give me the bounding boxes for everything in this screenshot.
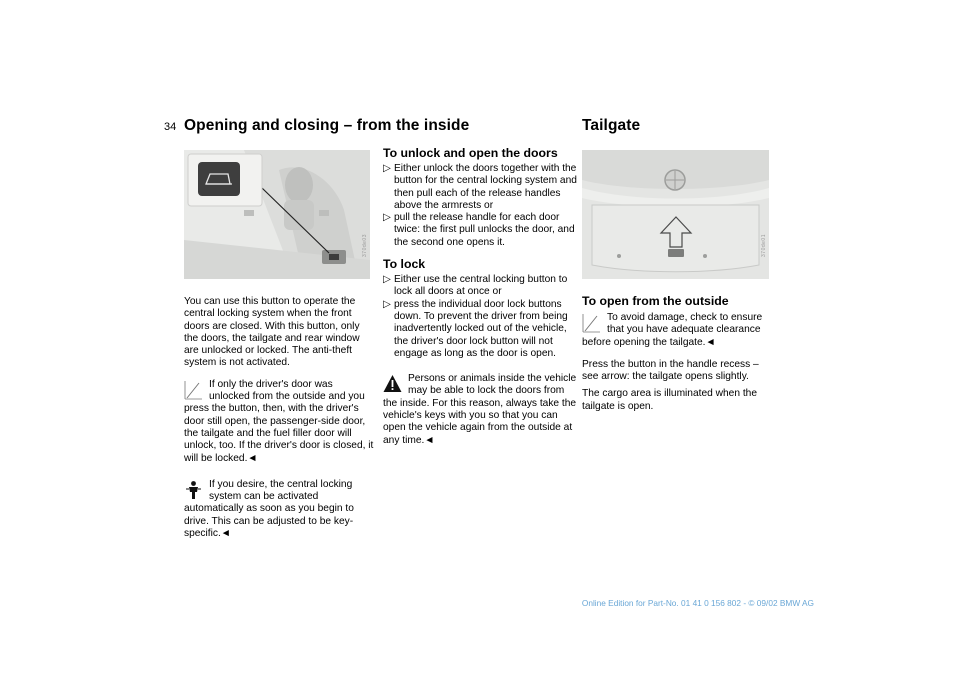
tailgate-illustration: [582, 150, 769, 279]
photo-code: 370de01: [761, 234, 767, 257]
triangle-bullet-icon: ▷: [383, 274, 391, 286]
lock-item: [383, 299, 577, 360]
press-button-paragraph: Press the button in the handle recess – see arrow: the tailgate opens slightly.: [582, 358, 759, 383]
photo-code: 370de03: [362, 234, 368, 257]
note-automatic-locking: [184, 479, 374, 540]
page-number: 34: [164, 121, 177, 133]
lock-item: [383, 274, 577, 299]
middle-column: [383, 146, 577, 447]
lock-heading: To lock: [383, 257, 426, 272]
person-info-icon: [184, 480, 203, 500]
note-text: If only the driver's door was unlocked from the outside and you press the button, then, with the driver's door still open, the passenger-side door, the tailgate and the fuel filler door will unlock, too. If the driver's door is closed, it will be locked.◄: [184, 378, 374, 464]
console-illustration: [184, 150, 370, 279]
warning-text: Persons or animals inside the vehicle may be able to lock the doors from the inside. For this reason, always take the vehicle's keys with you so that you can open the vehicle again from the outside at any time.◄: [383, 373, 577, 446]
open-outside-heading: To open from the outside: [582, 294, 729, 308]
triangle-bullet-icon: ▷: [383, 163, 391, 174]
note-text: If you desire, the central locking system can be activated automatically as soon as you begin to drive. This can be adjusted to be key-specific.◄: [184, 478, 354, 540]
unlock-item: [383, 163, 577, 212]
note-driver-door: [184, 379, 374, 465]
triangle-bullet-icon: ▷: [383, 212, 391, 224]
section-heading-tailgate: Tailgate: [582, 117, 641, 134]
unlock-heading: To unlock and open the doors: [383, 146, 558, 160]
lock-item-text: Either use the central locking button to lock all doors at once or: [394, 274, 568, 298]
intro-paragraph: You can use this button to operate the central locking system when the front doors are closed. With this button, only the doors, the tailgate and rear window are unlocked or locked. The anti-theft system is not activated.: [184, 296, 360, 369]
warning-triangle-icon: [383, 374, 402, 394]
right-column: [582, 294, 774, 418]
central-locking-button-photo: [184, 150, 370, 279]
unlock-item: [383, 212, 577, 249]
tailgate-photo: [582, 150, 769, 279]
triangle-bullet-icon: ▷: [383, 298, 391, 310]
unlock-item-text: pull the release handle for each door twice: the first pull unlocks the door, and the second one opens it.: [394, 212, 575, 248]
note-text: To avoid damage, check to ensure that you have adequate clearance before opening the tailgate.◄: [582, 312, 763, 348]
warning-note: [383, 373, 577, 447]
note-pencil-icon: [582, 313, 601, 333]
section-heading-inside: Opening and closing – from the inside: [184, 117, 470, 134]
note-pencil-icon: [184, 380, 203, 400]
clearance-note: [582, 312, 774, 349]
left-column: [184, 296, 374, 540]
lock-item-text: press the individual door lock buttons down. To prevent the driver from being inadvertently locked out of the vehicle, the driver's door lock button will not engage as long as the door is open.: [394, 298, 568, 359]
unlock-item-text: Either unlock the doors together with the button for the central locking system and then pull each of the release handles above the armrests or: [394, 163, 577, 211]
footer-edition-note: Online Edition for Part-No. 01 41 0 156 802 - © 09/02 BMW AG: [581, 598, 814, 608]
cargo-light-paragraph: The cargo area is illuminated when the tailgate is open.: [582, 388, 757, 412]
